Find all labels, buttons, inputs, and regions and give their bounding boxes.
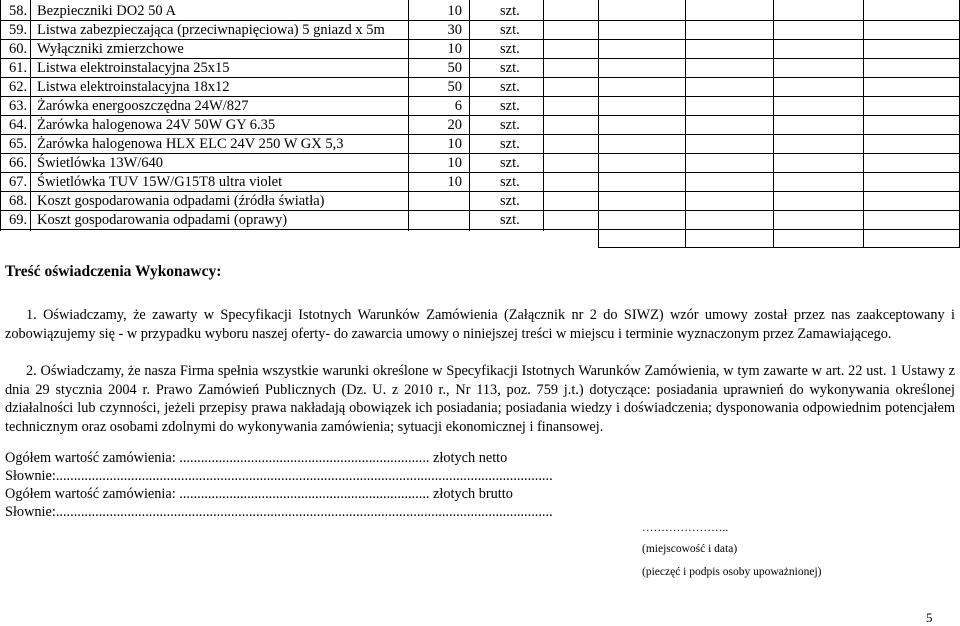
item-name: Koszt gospodarowania odpadami (oprawy) [37, 212, 288, 228]
item-unit: szt. [500, 79, 520, 95]
item-name: Żarówka halogenowa HLX ELC 24V 250 W GX 5,3 [37, 136, 344, 152]
table-row [0, 192, 960, 211]
paragraph-text: Oświadczamy, że zawarty w Specyfikacji Istotnych Warunków Zamówienia (Załącznik nr 2 do SIWZ) wzór umowy został przez nas zaakceptowany i zobowiązujemy się - w przypadku wyboru naszej oferty- do zawarcia umowy o niniejszej treści w miejscu i terminie wyznaczonym przez Zamawiającego. [5, 307, 955, 342]
paragraph-number: 1. [26, 307, 37, 323]
item-unit: szt. [500, 212, 520, 228]
row-number: 68. [9, 193, 28, 209]
item-name: Świetlówka 13W/640 [37, 155, 164, 171]
row-number: 58. [9, 3, 28, 19]
net-value-words-line: Słownie:........................................................................................................................................... [5, 468, 553, 484]
item-quantity: 10 [447, 41, 462, 57]
place-date-caption: (miejscowość i data) [642, 543, 738, 555]
item-quantity: 10 [447, 136, 462, 152]
row-number: 63. [9, 98, 28, 114]
item-name: Listwa elektroinstalacyjna 18x12 [37, 79, 230, 95]
item-name: Żarówka energooszczędna 24W/827 [37, 98, 249, 114]
item-unit: szt. [500, 136, 520, 152]
gross-value-words-line: Słownie:........................................................................................................................................... [5, 504, 553, 520]
item-quantity: 50 [447, 79, 462, 95]
row-number: 60. [9, 41, 28, 57]
item-name: Świetlówka TUV 15W/G15T8 ultra violet [37, 174, 283, 190]
gross-value-line: Ogółem wartość zamówienia: ...................................................................... złotych brutto [5, 486, 513, 502]
item-unit: szt. [500, 60, 520, 76]
signature-dots: ………………….. [642, 522, 729, 534]
item-quantity: 10 [447, 155, 462, 171]
item-unit: szt. [500, 3, 520, 19]
item-quantity: 30 [447, 22, 462, 38]
table-row [0, 154, 960, 173]
table-row [0, 59, 960, 78]
item-unit: szt. [500, 193, 520, 209]
net-value-line: Ogółem wartość zamówienia: ...................................................................... złotych netto [5, 450, 508, 466]
item-name: Żarówka halogenowa 24V 50W GY 6.35 [37, 117, 276, 133]
item-unit: szt. [500, 98, 520, 114]
row-number: 69. [9, 212, 28, 228]
item-quantity: 20 [447, 117, 462, 133]
table-summary-bottom [598, 247, 960, 248]
table-row [0, 2, 960, 21]
page-number: 5 [926, 610, 933, 625]
table-row [0, 40, 960, 59]
table-row [0, 78, 960, 97]
row-number: 67. [9, 174, 28, 190]
item-unit: szt. [500, 155, 520, 171]
row-number: 66. [9, 155, 28, 171]
item-unit: szt. [500, 22, 520, 38]
item-unit: szt. [500, 41, 520, 57]
statement-heading: Treść oświadczenia Wykonawcy: [5, 263, 222, 280]
table-row [0, 211, 960, 230]
item-name: Bezpieczniki DO2 50 A [37, 3, 176, 19]
table-row [0, 116, 960, 135]
row-number: 65. [9, 136, 28, 152]
statement-paragraph-1 [5, 306, 955, 343]
row-number: 59. [9, 22, 28, 38]
item-unit: szt. [500, 117, 520, 133]
item-quantity: 10 [447, 174, 462, 190]
signature-caption: (pieczęć i podpis osoby upoważnionej) [642, 566, 822, 578]
table-row [0, 21, 960, 40]
statement-paragraph-2 [5, 362, 955, 437]
item-name: Koszt gospodarowania odpadami (źródła światła) [37, 193, 325, 209]
row-number: 62. [9, 79, 28, 95]
paragraph-text: Oświadczamy, że nasza Firma spełnia wszystkie warunki określone w Specyfikacji Istotnych Warunków Zamówienia, w tym zawarte w art. 22 ust. 1 Ustawy z dnia 29 stycznia 2004 r. Prawo Zamówień Publicznych (Dz. U. z 2010 r., Nr 113, poz. 759 j.t.) dotyczące: posiadania uprawnień do wykonywania określonej działalności lub czynności, jeżeli przepisy prawa nakładają obowiązek ich posiadania; posiadania wiedzy i doświadczenia; dysponowania odpowiednim potencjałem technicznym oraz osobami zdolnymi do wykonywania zamówienia; sytuacji ekonomicznej i finansowej. [5, 363, 955, 436]
row-number: 64. [9, 117, 28, 133]
item-quantity: 6 [454, 98, 462, 114]
table-row [0, 135, 960, 154]
table-row [0, 173, 960, 192]
table-row [0, 97, 960, 116]
item-quantity: 10 [447, 3, 462, 19]
item-unit: szt. [500, 174, 520, 190]
paragraph-number: 2. [26, 363, 37, 379]
row-number: 61. [9, 60, 28, 76]
item-quantity: 50 [447, 60, 462, 76]
item-name: Listwa zabezpieczająca (przeciwnapięciowa) 5 gniazd x 5m [37, 22, 385, 38]
item-name: Listwa elektroinstalacyjna 25x15 [37, 60, 230, 76]
item-name: Wyłączniki zmierzchowe [37, 41, 184, 57]
